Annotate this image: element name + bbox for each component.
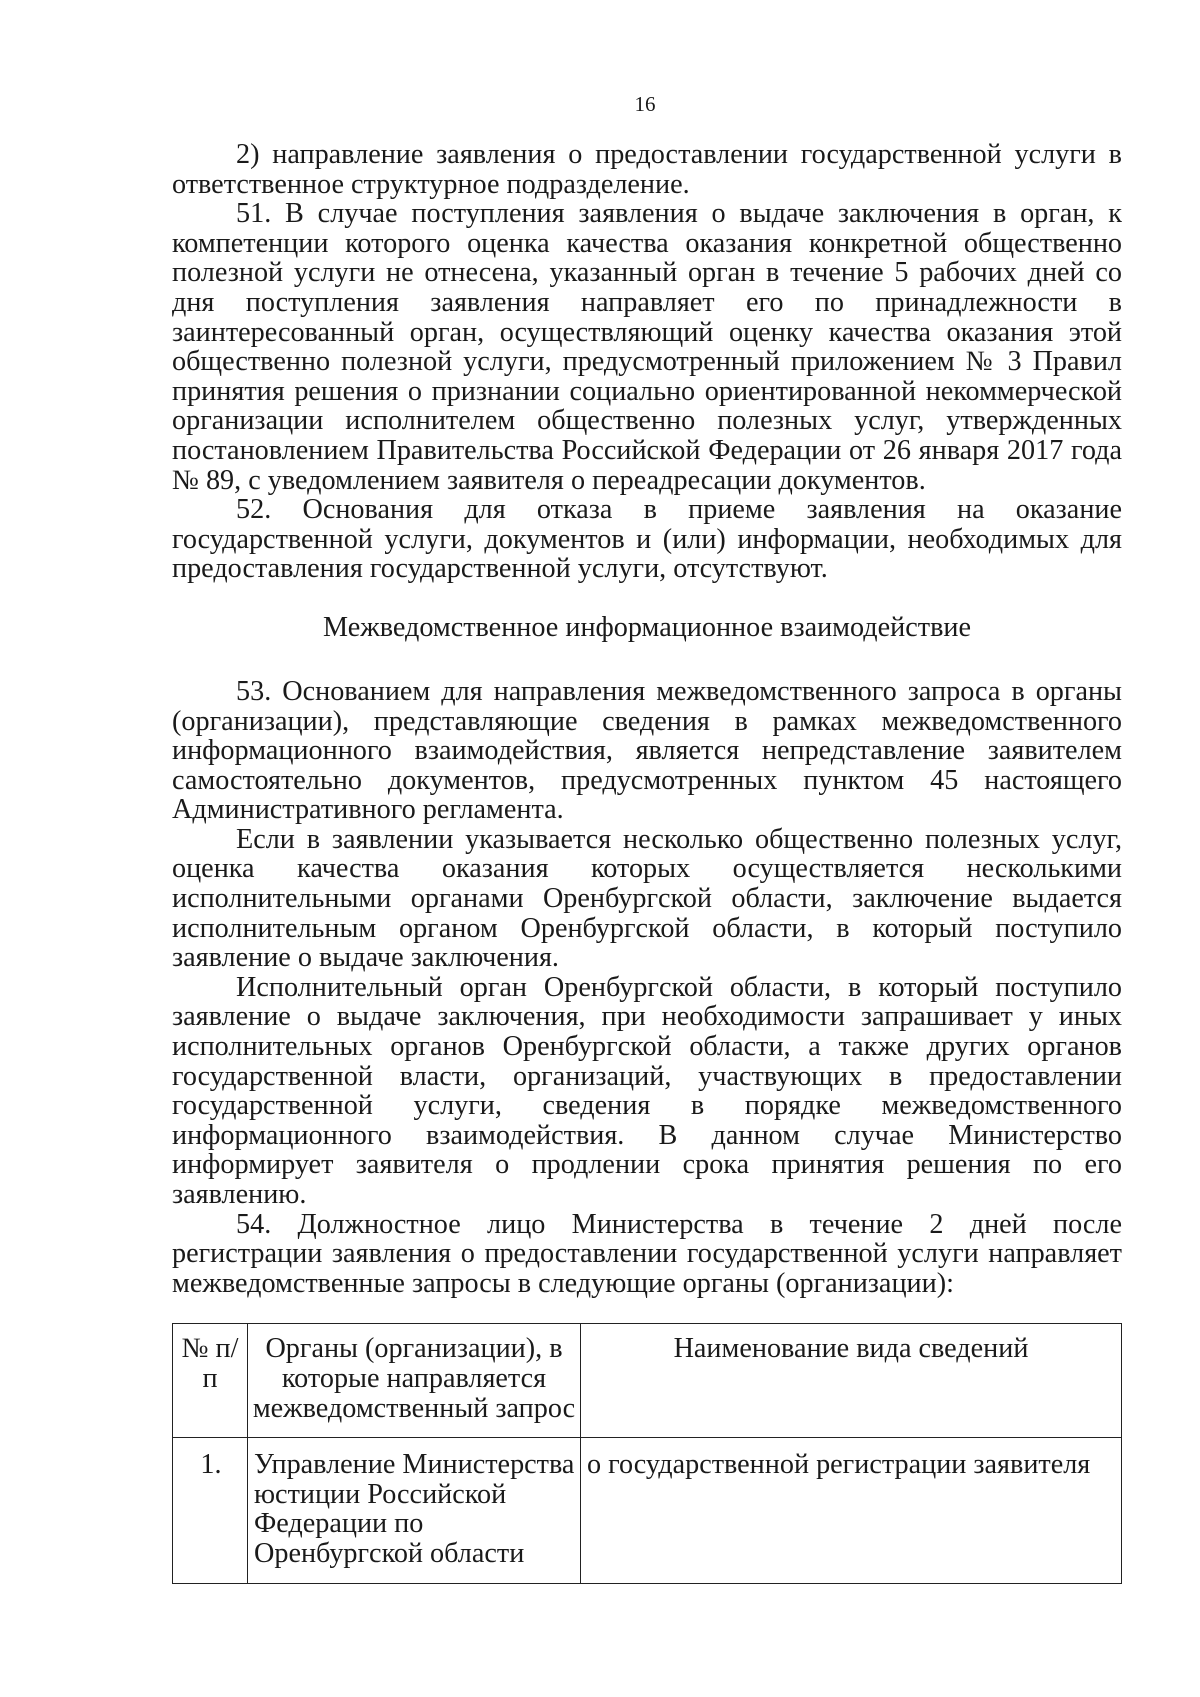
header-organization: Органы (организации), в которые направляется межведомственный запрос [248, 1324, 581, 1438]
page-number: 16 [634, 92, 656, 116]
interagency-requests-table [172, 1323, 1122, 1583]
row-information-kind: о государственной регистрации заявителя [581, 1438, 1122, 1583]
header-number: № п/п [173, 1324, 248, 1438]
document-body [172, 140, 1122, 1584]
table-header-row [173, 1324, 1122, 1438]
paragraph-54: 54. Должностное лицо Министерства в течение 2 дней после регистрации заявления о предоставлении государственной услуги направляет межведомственные запросы в следующие органы (организации): [172, 1208, 1122, 1299]
paragraph-executive-body: Исполнительный орган Оренбургской области, в который поступило заявление о выдаче заключения, при необходимости запрашивает у иных исполнительных органов Оренбургской области, а также других органов государственной власти, организаций, участвующих в предоставлении государственной услуги, сведения в порядке межведомственного информационного взаимодействия. В данном случае Министерство информирует заявителя о продлении срока принятия решения по его заявлению. [172, 971, 1122, 1210]
table-row [173, 1438, 1122, 1583]
row-number: 1. [173, 1438, 248, 1583]
paragraph-item-2: 2) направление заявления о предоставлении государственной услуги в ответственное структурное подразделение. [172, 139, 1122, 200]
paragraph-51: 51. В случае поступления заявления о выдаче заключения в орган, к компетенции которого оценка качества оказания конкретной общественно полезной услуги не отнесена, указанный орган в течение 5 рабочих дней со дня поступления заявления направляет его по принадлежности в заинтересованный орган, осуществляющий оценку качества оказания этой общественно полезной услуги, предусмотренный приложением № 3 Правил принятия решения о признании социально ориентированной некоммерческой организации исполнителем общественно полезных услуг, утвержденных постановлением Правительства Российской Федерации от 26 января 2017 года № 89, с уведомлением заявителя о переадресации документов. [172, 198, 1122, 496]
paragraph-53: 53. Основанием для направления межведомственного запроса в органы (организации), представляющие сведения в рамках межведомственного информационного взаимодействия, является непредставление заявителем самостоятельно документов, предусмотренных пунктом 45 настоящего Административного регламента. [172, 675, 1122, 826]
row-organization: Управление Министерства юстиции Российской Федерации по Оренбургской области [248, 1438, 581, 1583]
section-heading: Межведомственное информационное взаимодействие [323, 611, 971, 643]
paragraph-multiple-services: Если в заявлении указывается несколько общественно полезных услуг, оценка качества оказания которых осуществляется несколькими исполнительными органами Оренбургской области, заключение выдается исполнительным органом Оренбургской области, в который поступило заявление о выдаче заключения. [172, 823, 1122, 974]
header-information-kind: Наименование вида сведений [581, 1324, 1122, 1438]
paragraph-52: 52. Основания для отказа в приеме заявления на оказание государственной услуги, документов и (или) информации, необходимых для предоставления государственной услуги, отсутствуют. [172, 494, 1122, 585]
